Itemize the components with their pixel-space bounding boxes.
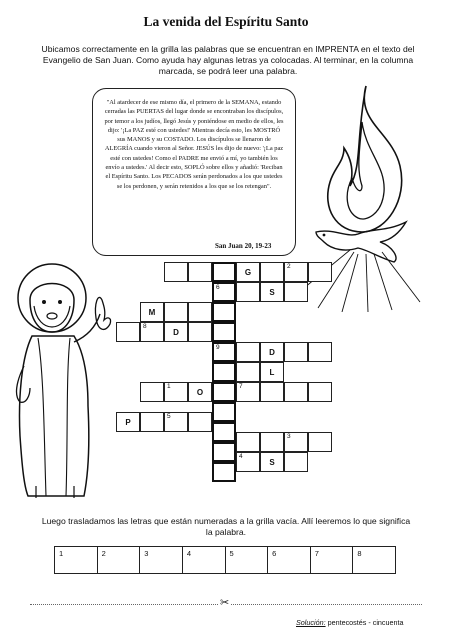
crossword-cell[interactable] bbox=[260, 262, 284, 282]
instructions: Ubicamos correctamente en la grilla las palabras que se encuentran en IMPRENTA en el texto del Evangelio de San Juan. Como ayuda hay algunas letras ya colocadas. Al terminar, en la columna marcada, se podrá leer una palabra. bbox=[41, 44, 415, 76]
crossword-cell[interactable]: G bbox=[236, 262, 260, 282]
crossword-key-cell[interactable] bbox=[212, 402, 236, 422]
crossword-cell[interactable] bbox=[140, 412, 164, 432]
crossword-key-cell[interactable]: 9 bbox=[212, 342, 236, 362]
crossword-cell[interactable]: S bbox=[260, 452, 284, 472]
crossword-cell[interactable] bbox=[188, 302, 212, 322]
crossword-cell[interactable] bbox=[260, 382, 284, 402]
crossword-key-cell[interactable] bbox=[212, 262, 236, 282]
crossword-cell[interactable]: D bbox=[164, 322, 188, 342]
answer-cell[interactable]: 2 bbox=[98, 546, 141, 574]
crossword-key-cell[interactable] bbox=[212, 422, 236, 442]
crossword-cell[interactable] bbox=[284, 452, 308, 472]
scissors-icon: ✂ bbox=[220, 597, 230, 609]
crossword-cell[interactable]: 4 bbox=[236, 452, 260, 472]
answer-cell[interactable]: 5 bbox=[226, 546, 269, 574]
citation: San Juan 20, 19-23 bbox=[215, 242, 272, 250]
jesus-figure-icon bbox=[8, 256, 120, 504]
dove-icon bbox=[316, 222, 406, 262]
crossword-cell[interactable]: O bbox=[188, 382, 212, 402]
solution-label: Solución: bbox=[296, 618, 326, 627]
crossword-cell[interactable] bbox=[308, 342, 332, 362]
crossword-key-cell[interactable] bbox=[212, 382, 236, 402]
crossword-cell[interactable] bbox=[260, 432, 284, 452]
crossword-cell[interactable]: 2 bbox=[284, 262, 308, 282]
crossword-cell[interactable] bbox=[236, 362, 260, 382]
crossword-cell[interactable] bbox=[188, 262, 212, 282]
crossword-cell[interactable]: S bbox=[260, 282, 284, 302]
crossword-cell[interactable] bbox=[308, 382, 332, 402]
crossword-cell[interactable]: D bbox=[260, 342, 284, 362]
crossword-key-cell[interactable] bbox=[212, 442, 236, 462]
crossword-cell[interactable]: L bbox=[260, 362, 284, 382]
gospel-text: "Al atardecer de ese mismo día, el primero de la SEMANA, estando cerradas las PUERTAS del lugar donde se encontraban los discípulos, por temor a los judíos, llegó Jesús y poniéndose en medio de ellos, les dijo: '¡La PAZ esté con ustedes!' Mientras decía esto, les MOSTRÓ sus MANOS y su COSTADO. Los discípulos se llenaron de ALEGRÍA cuando vieron al Señor. JESÚS les dijo de nuevo: '¡La paz esté con ustedes! Como el PADRE me envió a mí, yo también los envío a ustedes.' Al decir esto, SOPLÓ sobre ellos y añadió: 'Reciban el Espíritu Santo. Los PECADOS serán perdonados a los que ustedes se los perdonen, y serán retenidos a los que se los retengan". bbox=[104, 99, 284, 190]
crossword-cell[interactable]: M bbox=[140, 302, 164, 322]
answer-cell[interactable]: 4 bbox=[183, 546, 226, 574]
crossword-cell[interactable] bbox=[236, 432, 260, 452]
crossword-cell[interactable]: 8 bbox=[140, 322, 164, 342]
crossword-key-cell[interactable]: 6 bbox=[212, 282, 236, 302]
answer-grid bbox=[54, 546, 396, 574]
crossword-cell[interactable] bbox=[236, 342, 260, 362]
answer-cell[interactable]: 6 bbox=[268, 546, 311, 574]
crossword-key-cell[interactable] bbox=[212, 362, 236, 382]
crossword-cell[interactable] bbox=[308, 432, 332, 452]
crossword-cell[interactable]: 1 bbox=[164, 382, 188, 402]
crossword-cell[interactable] bbox=[308, 262, 332, 282]
crossword-cell[interactable] bbox=[284, 382, 308, 402]
crossword-cell[interactable]: 3 bbox=[284, 432, 308, 452]
answer-cell[interactable]: 8 bbox=[353, 546, 396, 574]
page-title: La venida del Espíritu Santo bbox=[143, 14, 309, 29]
crossword-cell[interactable] bbox=[284, 282, 308, 302]
crossword-cell[interactable] bbox=[188, 412, 212, 432]
crossword-cell[interactable] bbox=[236, 282, 260, 302]
crossword-cell[interactable] bbox=[164, 302, 188, 322]
crossword-cell[interactable]: P bbox=[116, 412, 140, 432]
answer-cell[interactable]: 1 bbox=[54, 546, 98, 574]
crossword-cell[interactable] bbox=[188, 322, 212, 342]
crossword-key-cell[interactable] bbox=[212, 302, 236, 322]
answer-cell[interactable]: 7 bbox=[311, 546, 354, 574]
crossword-cell[interactable] bbox=[116, 322, 140, 342]
crossword-cell[interactable]: 5 bbox=[164, 412, 188, 432]
crossword-cell[interactable] bbox=[284, 342, 308, 362]
solution-text: pentecostés - cincuenta bbox=[327, 618, 404, 627]
crossword-cell[interactable] bbox=[140, 382, 164, 402]
crossword-cell[interactable]: 7 bbox=[236, 382, 260, 402]
solution bbox=[296, 618, 404, 627]
crossword-key-cell[interactable] bbox=[212, 462, 236, 482]
crossword-key-cell[interactable] bbox=[212, 322, 236, 342]
crossword-cell[interactable] bbox=[164, 262, 188, 282]
bottom-instructions: Luego trasladamos las letras que están numeradas a la grilla vacía. Allí leeremos lo que significa la palabra. bbox=[41, 516, 411, 537]
answer-cell[interactable]: 3 bbox=[140, 546, 183, 574]
